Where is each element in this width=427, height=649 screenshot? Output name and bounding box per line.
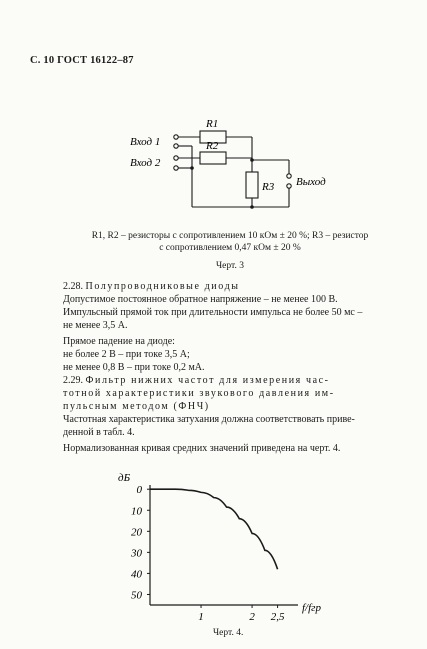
y-tick-label: 30 — [131, 547, 142, 560]
section-229-line2: денной в табл. 4. — [63, 427, 135, 438]
figure-3-label: Черт. 3 — [216, 261, 244, 271]
chart-xlabel: f/fгр — [302, 602, 321, 614]
terminal-output-a — [287, 174, 291, 178]
caption-line2: с сопротивлением 0,47 кОм ± 20 % — [159, 243, 301, 253]
section-229-title-2: тотной характеристики звукового давления им- — [63, 388, 335, 399]
caption-line1: R1, R2 – резисторы с сопротивлением 10 кОм ± 20 %; R3 – резистор — [91, 231, 369, 241]
body-text — [63, 280, 418, 455]
y-tick-label: 0 — [136, 484, 142, 497]
y-tick-label: 40 — [131, 568, 142, 581]
terminal-input1-b — [174, 144, 178, 148]
label-input1: Вход 1 — [130, 136, 161, 148]
y-tick-label: 50 — [131, 589, 142, 602]
section-228-heading: 2.28. Полупроводниковые диоды — [63, 281, 240, 292]
resistor-r2 — [200, 152, 226, 164]
x-tick-label: 1 — [198, 611, 204, 623]
section-229-heading: 2.29. Фильтр нижних частот для измерения час- — [63, 375, 330, 386]
section-228-title: Полупроводниковые диоды — [85, 281, 240, 292]
label-output: Выход — [296, 176, 326, 188]
terminal-output-b — [287, 184, 291, 188]
section-228-line3: не менее 3,5 А. — [63, 320, 128, 331]
page-header: С. 10 ГОСТ 16122–87 — [30, 55, 134, 66]
terminal-input1-a — [174, 135, 178, 139]
section-228-line2: Импульсный прямой ток при длительности импульса не более 50 мс – — [63, 307, 363, 318]
x-tick-label: 2,5 — [270, 611, 285, 623]
label-input2: Вход 2 — [130, 157, 161, 169]
section-228-line1: Допустимое постоянное обратное напряжение – не менее 100 В. — [63, 294, 338, 305]
resistor-r3 — [246, 172, 258, 198]
label-r3: R3 — [262, 181, 275, 193]
terminal-input2-b — [174, 166, 178, 170]
circuit-diagram — [0, 0, 427, 230]
section-229-title-1: Фильтр нижних частот для измерения час- — [85, 375, 330, 386]
section-228-line4: Прямое падение на диоде: — [63, 336, 175, 347]
chart-ylabel: дБ — [118, 472, 131, 484]
chart-ticks — [130, 484, 285, 623]
terminal-input2-a — [174, 156, 178, 160]
x-tick-label: 2 — [249, 611, 255, 623]
label-r1: R1 — [206, 118, 219, 130]
chart-series-line — [150, 489, 278, 569]
figure-4-label: Черт. 4. — [213, 628, 244, 638]
label-r2: R2 — [206, 140, 219, 152]
attenuation-chart — [0, 465, 427, 635]
section-228-line6: не менее 0,8 В – при токе 0,2 мА. — [63, 362, 205, 373]
y-tick-label: 20 — [131, 526, 142, 539]
circuit-caption — [70, 230, 390, 254]
section-229-title-3: пульсным методом (ФНЧ) — [63, 401, 210, 412]
y-tick-label: 10 — [131, 505, 142, 518]
section-229-line1: Частотная характеристика затухания должна соответствовать приве- — [63, 414, 355, 425]
section-228-line5: не более 2 В – при токе 3,5 А; — [63, 349, 190, 360]
section-229-line3: Нормализованная кривая средних значений приведена на черт. 4. — [63, 443, 341, 454]
